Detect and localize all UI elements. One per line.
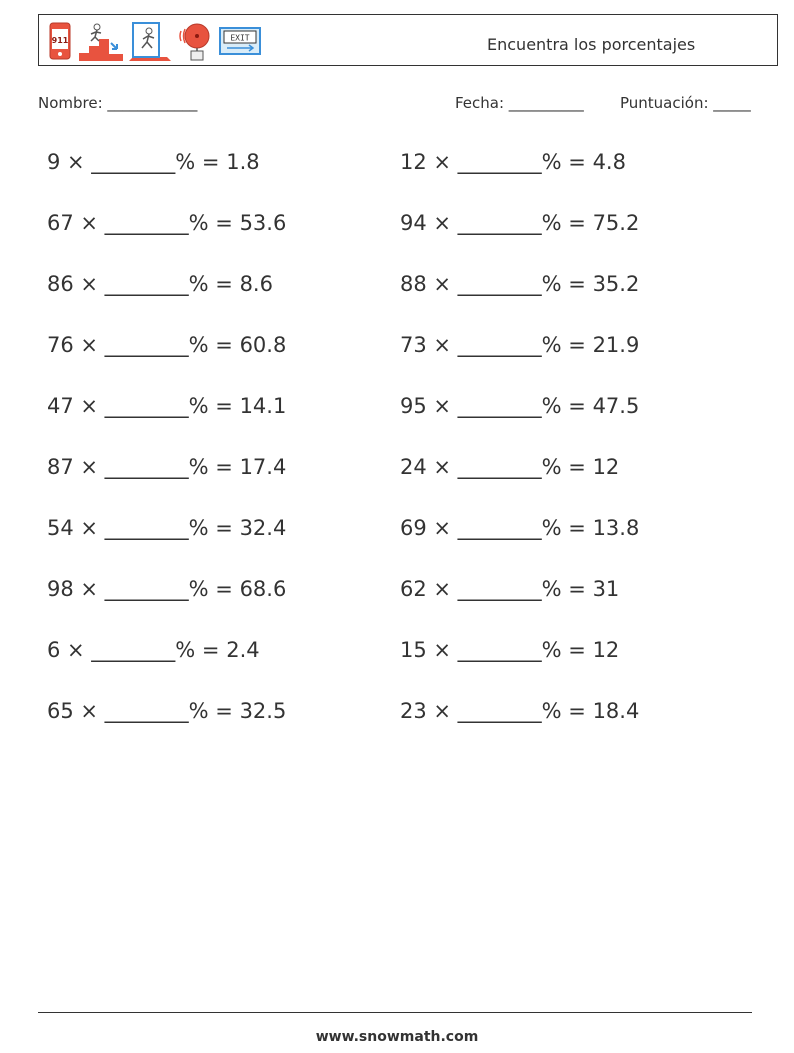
problem-item: 9 × ________% = 1.8 (47, 150, 260, 174)
problem-item: 76 × ________% = 60.8 (47, 333, 287, 357)
problem-item: 67 × ________% = 53.6 (47, 211, 287, 235)
problem-item: 94 × ________% = 75.2 (400, 211, 640, 235)
exit-door-icon (129, 21, 171, 61)
header-icons (47, 21, 261, 61)
problem-item: 62 × ________% = 31 (400, 577, 620, 601)
fire-alarm-bell-icon (177, 21, 213, 61)
date-field-label: Fecha: __________ (455, 94, 584, 112)
score-field-label: Puntuación: _____ (620, 94, 751, 112)
problem-item: 98 × ________% = 68.6 (47, 577, 287, 601)
problem-item: 65 × ________% = 32.5 (47, 699, 287, 723)
problem-item: 86 × ________% = 8.6 (47, 272, 273, 296)
problem-item: 54 × ________% = 32.4 (47, 516, 287, 540)
stairs-evacuation-icon (79, 21, 123, 61)
exit-sign-text: EXIT (230, 33, 250, 43)
exit-sign-icon (219, 26, 261, 56)
problem-item: 24 × ________% = 12 (400, 455, 620, 479)
footer-divider (38, 1012, 752, 1013)
problem-item: 95 × ________% = 47.5 (400, 394, 640, 418)
problem-item: 87 × ________% = 17.4 (47, 455, 287, 479)
problem-item: 69 × ________% = 13.8 (400, 516, 640, 540)
name-field-label: Nombre: ____________ (38, 94, 198, 112)
phone-911-text: 911 (51, 36, 69, 45)
problem-item: 88 × ________% = 35.2 (400, 272, 640, 296)
problem-item: 6 × ________% = 2.4 (47, 638, 260, 662)
worksheet-title: Encuentra los porcentajes (487, 35, 696, 54)
problem-item: 12 × ________% = 4.8 (400, 150, 626, 174)
problem-item: 15 × ________% = 12 (400, 638, 620, 662)
problem-item: 47 × ________% = 14.1 (47, 394, 287, 418)
worksheet-header (38, 14, 778, 66)
phone-911-icon (47, 21, 73, 61)
problem-item: 23 × ________% = 18.4 (400, 699, 640, 723)
footer-url: www.snowmath.com (315, 1029, 479, 1045)
problem-item: 73 × ________% = 21.9 (400, 333, 640, 357)
